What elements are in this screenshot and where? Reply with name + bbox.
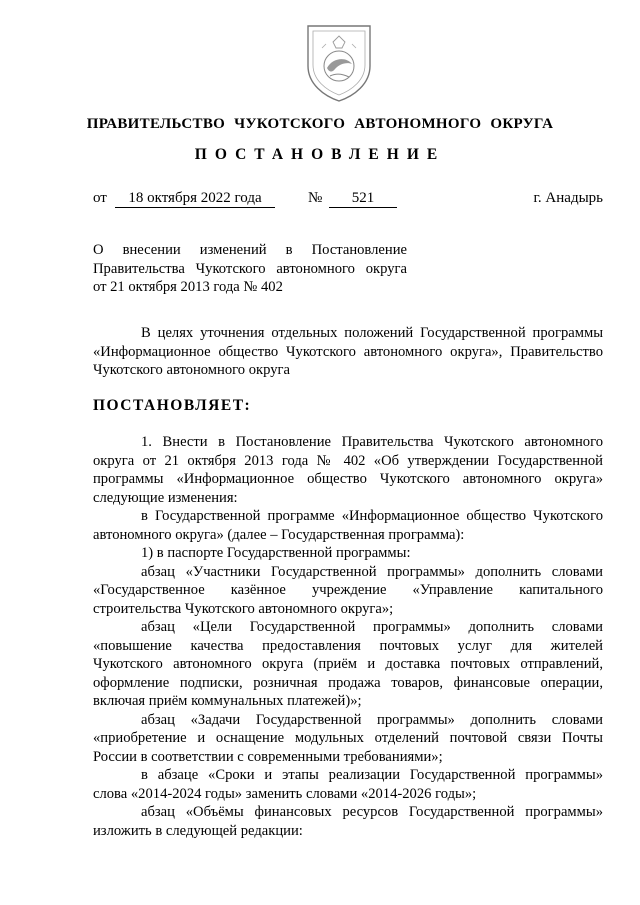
decree-content <box>93 433 603 840</box>
content-line: «Государственное казённое учреждение «Управление капитального <box>93 582 603 598</box>
content-line: в абзаце «Сроки и этапы реализации Государственной программы» <box>141 767 603 783</box>
content-line: следующие изменения: <box>93 489 238 506</box>
content-line: изложить в следующей редакции: <box>93 822 303 839</box>
content-line: абзац «Объёмы финансовых ресурсов Государственной программы» <box>141 804 603 820</box>
subject-line: О внесении изменений в Постановление <box>93 242 407 258</box>
document-subject <box>93 241 407 297</box>
preamble-line: «Информационное общество Чукотского автономного округа», Правительство <box>93 343 603 360</box>
content-line: «приобретение и оснащение модульных отделений почтовой связи Почты <box>93 730 603 746</box>
number-label: № <box>308 190 323 206</box>
document-type: ПОСТАНОВЛЕНИЕ <box>194 146 446 163</box>
content-line: 1. Внести в Постановление Правительства Чукотского автономного <box>141 434 603 450</box>
document-meta <box>93 190 603 210</box>
coat-of-arms-icon <box>302 22 376 104</box>
content-line: округа от 21 октября 2013 года № 402 «Об утверждении Государственной <box>93 452 603 469</box>
subject-line: Правительства Чукотского автономного округа <box>93 260 407 277</box>
government-title: ПРАВИТЕЛЬСТВО ЧУКОТСКОГО АВТОНОМНОГО ОКРУГА <box>86 116 554 132</box>
document-date: 18 октября 2022 года <box>115 190 275 208</box>
content-line: России в соответствии с современными требованиями»; <box>93 748 443 765</box>
preamble-line: Чукотского автономного округа <box>93 362 290 378</box>
content-line: 1) в паспорте Государственной программы: <box>141 545 411 561</box>
preamble-line: В целях уточнения отдельных положений Государственной программы <box>141 325 603 341</box>
content-line: абзац «Задачи Государственной программы» дополнить словами <box>141 711 603 728</box>
date-prefix: от <box>93 190 107 206</box>
content-line: строительства Чукотского автономного округа»; <box>93 600 394 617</box>
content-line: оформление подписки, розничная продажа товаров, финансовые операции, <box>93 674 603 691</box>
content-line: в Государственной программе «Информационное общество Чукотского <box>141 508 603 524</box>
subject-line: от 21 октября 2013 года № 402 <box>93 279 283 296</box>
content-line: включая приём коммунальных платежей)»; <box>93 693 362 709</box>
content-line: Чукотского автономного округа (приём и доставка почтовых отправлений, <box>93 656 603 672</box>
content-line: «повышение качества предоставления почтовых услуг для жителей <box>93 637 603 654</box>
content-line: абзац «Цели Государственной программы» дополнить словами <box>141 619 603 635</box>
decree-heading: ПОСТАНОВЛЯЕТ: <box>93 397 252 414</box>
content-line: программы «Информационное общество Чукотского автономного округа» <box>93 471 603 487</box>
document-city: г. Анадырь <box>533 190 603 206</box>
content-line: абзац «Участники Государственной программы» дополнить словами <box>141 563 603 580</box>
preamble <box>93 324 603 380</box>
document-number: 521 <box>329 190 397 208</box>
content-line: слова «2014-2024 годы» заменить словами «2014-2026 годы»; <box>93 785 477 802</box>
content-line: автономного округа» (далее – Государственная программа): <box>93 526 465 543</box>
